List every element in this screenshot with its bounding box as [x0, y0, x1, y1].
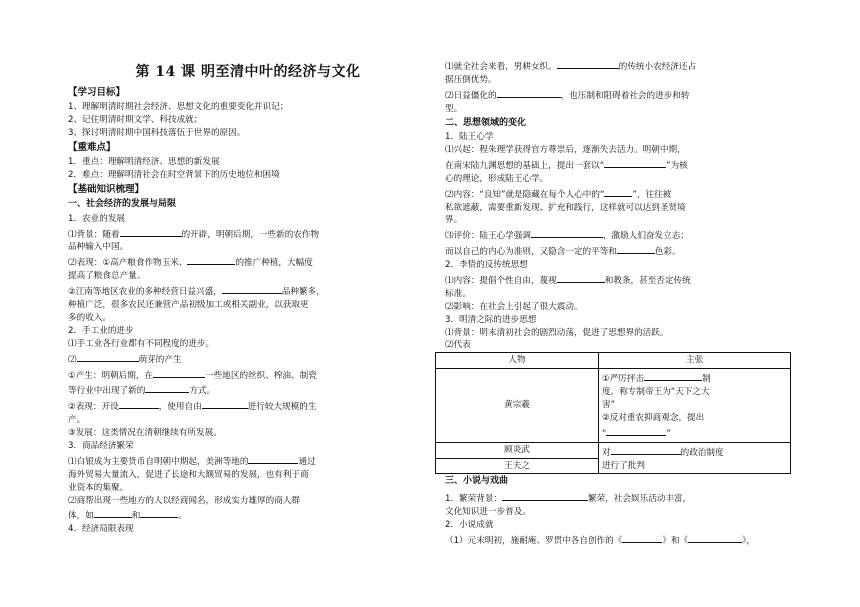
column-header: 人物 — [436, 353, 599, 369]
text: ⑴白银成为主要货币自明朝中期起，美洲等地的 — [68, 456, 249, 467]
li-heading: 2．李贽的反传统思想 — [445, 260, 528, 271]
lu-line — [445, 227, 800, 243]
lu-line: 私欲遮蔽，需要重新发现、扩充和践行，这样就可以达到圣贤境 — [445, 202, 686, 213]
li-line — [445, 272, 800, 288]
lu-line — [445, 186, 800, 202]
lim-line: 型。 — [445, 103, 463, 114]
agri-line: 多的收入。 — [68, 312, 111, 323]
basics-heading: 【基础知识梳理】 — [68, 183, 145, 195]
text: 体，如 — [68, 511, 94, 522]
text: 进行较大规模的生 — [247, 402, 317, 413]
text: 害” — [602, 399, 616, 410]
column-header: 主张 — [599, 353, 791, 369]
page-title: 第 14 课 明至清中叶的经济与文化 — [135, 64, 361, 80]
agri-heading: 1．农业的发展 — [68, 213, 126, 224]
answer-blank[interactable] — [531, 227, 603, 238]
com-line — [68, 453, 428, 469]
text: 色彩。 — [654, 247, 681, 258]
hand-heading: 2．手工业的进步 — [68, 325, 134, 336]
person-cell: 顾炎武 — [436, 442, 599, 458]
lu-heading: 1．陆王心学 — [445, 132, 494, 143]
text: ①严厉抨击 — [602, 374, 645, 385]
text: ⑴内容：提倡个性自由，蔑视 — [445, 275, 557, 286]
answer-blank[interactable] — [606, 425, 666, 436]
view-cell — [599, 369, 791, 442]
key-item: 1．重点：理解明清经济、思想的新发展 — [68, 157, 220, 168]
com-line: ⑵商帮出现一些地方的人以经商闻名，形成实力雄厚的商人群 — [68, 495, 301, 506]
lu-line: 界。 — [445, 215, 463, 226]
text: 通过 — [298, 456, 316, 467]
text: ②江南等地区农业的多种经营日益兴盛， — [68, 287, 222, 298]
text: “ — [602, 428, 607, 439]
text: 方式。 — [189, 386, 216, 397]
key-item: 2．难点：理解明清社会在时空背景下的历史地位和困境 — [68, 170, 280, 181]
hand-line: ⑴手工业各行业都有不同程度的进步。 — [68, 338, 215, 349]
answer-blank[interactable] — [222, 283, 282, 294]
text: ②反对重农抑商观念，提出 — [602, 412, 705, 423]
section-1-heading: 一、社会经济的发展与局限 — [68, 199, 177, 210]
hand-line — [68, 351, 428, 367]
view-cell — [599, 442, 791, 474]
lim-line — [445, 58, 800, 74]
text: ⑵ — [68, 354, 77, 365]
key-heading: 【重难点】 — [68, 141, 116, 153]
lim-heading: 4．经济局限表现 — [68, 524, 134, 535]
text: 在南宋陆九渊思想的基础上，提出一套以“ — [445, 160, 605, 171]
novel-line: 2．小说成就 — [445, 519, 494, 530]
text: ，使用自由 — [158, 402, 202, 413]
text: ” — [666, 428, 671, 439]
text: （1）元末明初，施耐庵、罗贯中各自创作的《 — [445, 535, 623, 546]
hand-line — [68, 382, 428, 398]
text: ⑵内容：“良知”就是隐藏在每个人心中的“ — [445, 189, 605, 200]
text: 的推广种植，大幅度 — [235, 258, 313, 269]
answer-blank[interactable] — [502, 490, 588, 501]
li-line: ⑵影响：在社会上引起了很大震动。 — [445, 301, 583, 312]
table-row — [436, 442, 791, 458]
agri-line — [68, 226, 428, 242]
left-column — [68, 62, 428, 536]
agri-line: 品种输入中国。 — [68, 242, 129, 253]
goal-item: 2、记住明清时期文学、科技成就； — [68, 115, 203, 126]
lu-line — [445, 243, 800, 259]
text: 》和《 — [662, 535, 689, 546]
novel-line — [445, 532, 800, 548]
text: ⑴背景：随着 — [68, 229, 120, 240]
answer-blank[interactable] — [622, 532, 662, 543]
com-heading: 3．商品经济繁荣 — [68, 440, 134, 451]
answer-blank[interactable] — [202, 398, 248, 409]
text: 。 — [178, 511, 188, 522]
text: ，激励人们奋发立志； — [602, 231, 689, 242]
section-3-heading: 三、小说与戏曲 — [445, 476, 509, 487]
table-row — [436, 369, 791, 442]
hand-line — [68, 398, 428, 414]
mq-line: ⑵代表 — [445, 340, 471, 351]
text: ，也压制和阻碍着社会的进步和转 — [560, 90, 690, 101]
lim-line: 据压倒优势。 — [445, 74, 497, 85]
mq-line: ⑴背景：明末清初社会的剧烈动荡，促进了思想界的活跃。 — [445, 327, 669, 338]
text: 的传统小农经济还占 — [618, 62, 697, 72]
goal-item: 1、理解明清时期社会经济、思想文化的重要变化并识记； — [68, 102, 289, 113]
text: 而以自己的内心为准则，又隐含一定的平等和 — [445, 247, 617, 258]
text: ”，往往被 — [632, 189, 672, 200]
answer-blank[interactable] — [557, 58, 619, 69]
text: ”为核 — [666, 160, 688, 171]
com-line — [68, 507, 428, 523]
com-line: 业资本的集聚。 — [68, 482, 129, 493]
answer-blank[interactable] — [604, 186, 632, 197]
novel-line — [445, 490, 800, 506]
agri-line: 种植广泛，很多农民还兼营产品初级加工或相关副业，以获取更 — [68, 300, 309, 311]
answer-blank[interactable] — [119, 398, 159, 409]
agri-line — [68, 254, 428, 270]
text: 制 — [702, 374, 711, 385]
text: 萌芽的产生 — [138, 354, 182, 365]
answer-blank[interactable] — [557, 272, 605, 283]
com-line: 海外贸易大量流入，促进了长途和大额贸易的发展，也有利于商 — [68, 469, 309, 480]
text: 和教条，甚至否定传统 — [604, 275, 691, 286]
answer-blank[interactable] — [140, 507, 178, 518]
text: ⑵表现：①高产粮食作物玉米、 — [68, 258, 188, 269]
text: 》， — [742, 535, 756, 546]
table-header-row — [436, 353, 791, 369]
answer-blank[interactable] — [604, 157, 666, 168]
text: 对 — [602, 447, 611, 458]
hand-line: ③发展：这类情况在清朝继续有所发展。 — [68, 428, 222, 439]
answer-blank[interactable] — [153, 367, 205, 378]
li-line: 标准。 — [445, 288, 471, 299]
text: ②表现：开设 — [68, 402, 119, 413]
text: 等行业中出现了新的 — [68, 386, 146, 397]
text: 度，称专制帝王为“天下之大 — [602, 387, 710, 398]
lim-line — [445, 87, 800, 103]
person-cell: 王夫之 — [436, 458, 599, 474]
text: ①产生：明朝后期，在 — [68, 370, 154, 381]
answer-blank[interactable] — [187, 254, 235, 265]
text: ⑵日益僵化的 — [445, 90, 497, 101]
agri-line: 提高了粮食总产量。 — [68, 271, 146, 282]
answer-blank[interactable] — [611, 444, 681, 455]
person-cell: 黄宗羲 — [436, 369, 599, 442]
hand-line — [68, 367, 428, 383]
right-column — [445, 58, 800, 548]
text: 的政治制度 — [680, 447, 724, 458]
lu-line — [445, 157, 800, 173]
text: ⑶评价：陆王心学强调 — [445, 231, 531, 242]
novel-line: 文化知识进一步普及。 — [445, 506, 531, 517]
answer-blank[interactable] — [77, 351, 139, 362]
hand-line: 产。 — [68, 415, 86, 426]
text: 和 — [131, 511, 141, 522]
answer-blank[interactable] — [688, 532, 742, 543]
lu-line: 心的理论，形成陆王心学。 — [445, 173, 549, 184]
answer-blank[interactable] — [644, 370, 702, 381]
thinkers-table — [435, 352, 791, 474]
mq-heading: 3．明清之际的进步思想 — [445, 314, 537, 325]
text: 一些地区的丝织、榨油、制瓷 — [205, 370, 317, 381]
answer-blank[interactable] — [248, 453, 298, 464]
answer-blank[interactable] — [145, 382, 189, 393]
section-2-heading: 二、思想领域的变化 — [445, 117, 527, 128]
answer-blank[interactable] — [497, 87, 561, 98]
text: 的开辟，明朝后期，一些新的农作物 — [181, 229, 320, 240]
goal-item: 3、探讨明清时期中国科技落伍于世界的原因。 — [68, 128, 246, 139]
answer-blank[interactable] — [120, 226, 182, 237]
goals-heading: 【学习目标】 — [68, 87, 126, 98]
answer-blank[interactable] — [617, 243, 655, 254]
agri-line — [68, 283, 428, 299]
text: ⑴就全社会来看，男耕女织、 — [445, 62, 557, 72]
text: 繁荣，社会娱乐活动丰富， — [588, 493, 692, 504]
lu-line: ⑴兴起：程朱理学获得官方尊崇后，逐渐失去活力。明朝中期， — [445, 144, 686, 155]
text: 品种繁多， — [281, 287, 325, 298]
answer-blank[interactable] — [94, 507, 132, 518]
text: 1．繁荣背景： — [445, 493, 503, 504]
text: 进行了批判 — [602, 460, 645, 471]
